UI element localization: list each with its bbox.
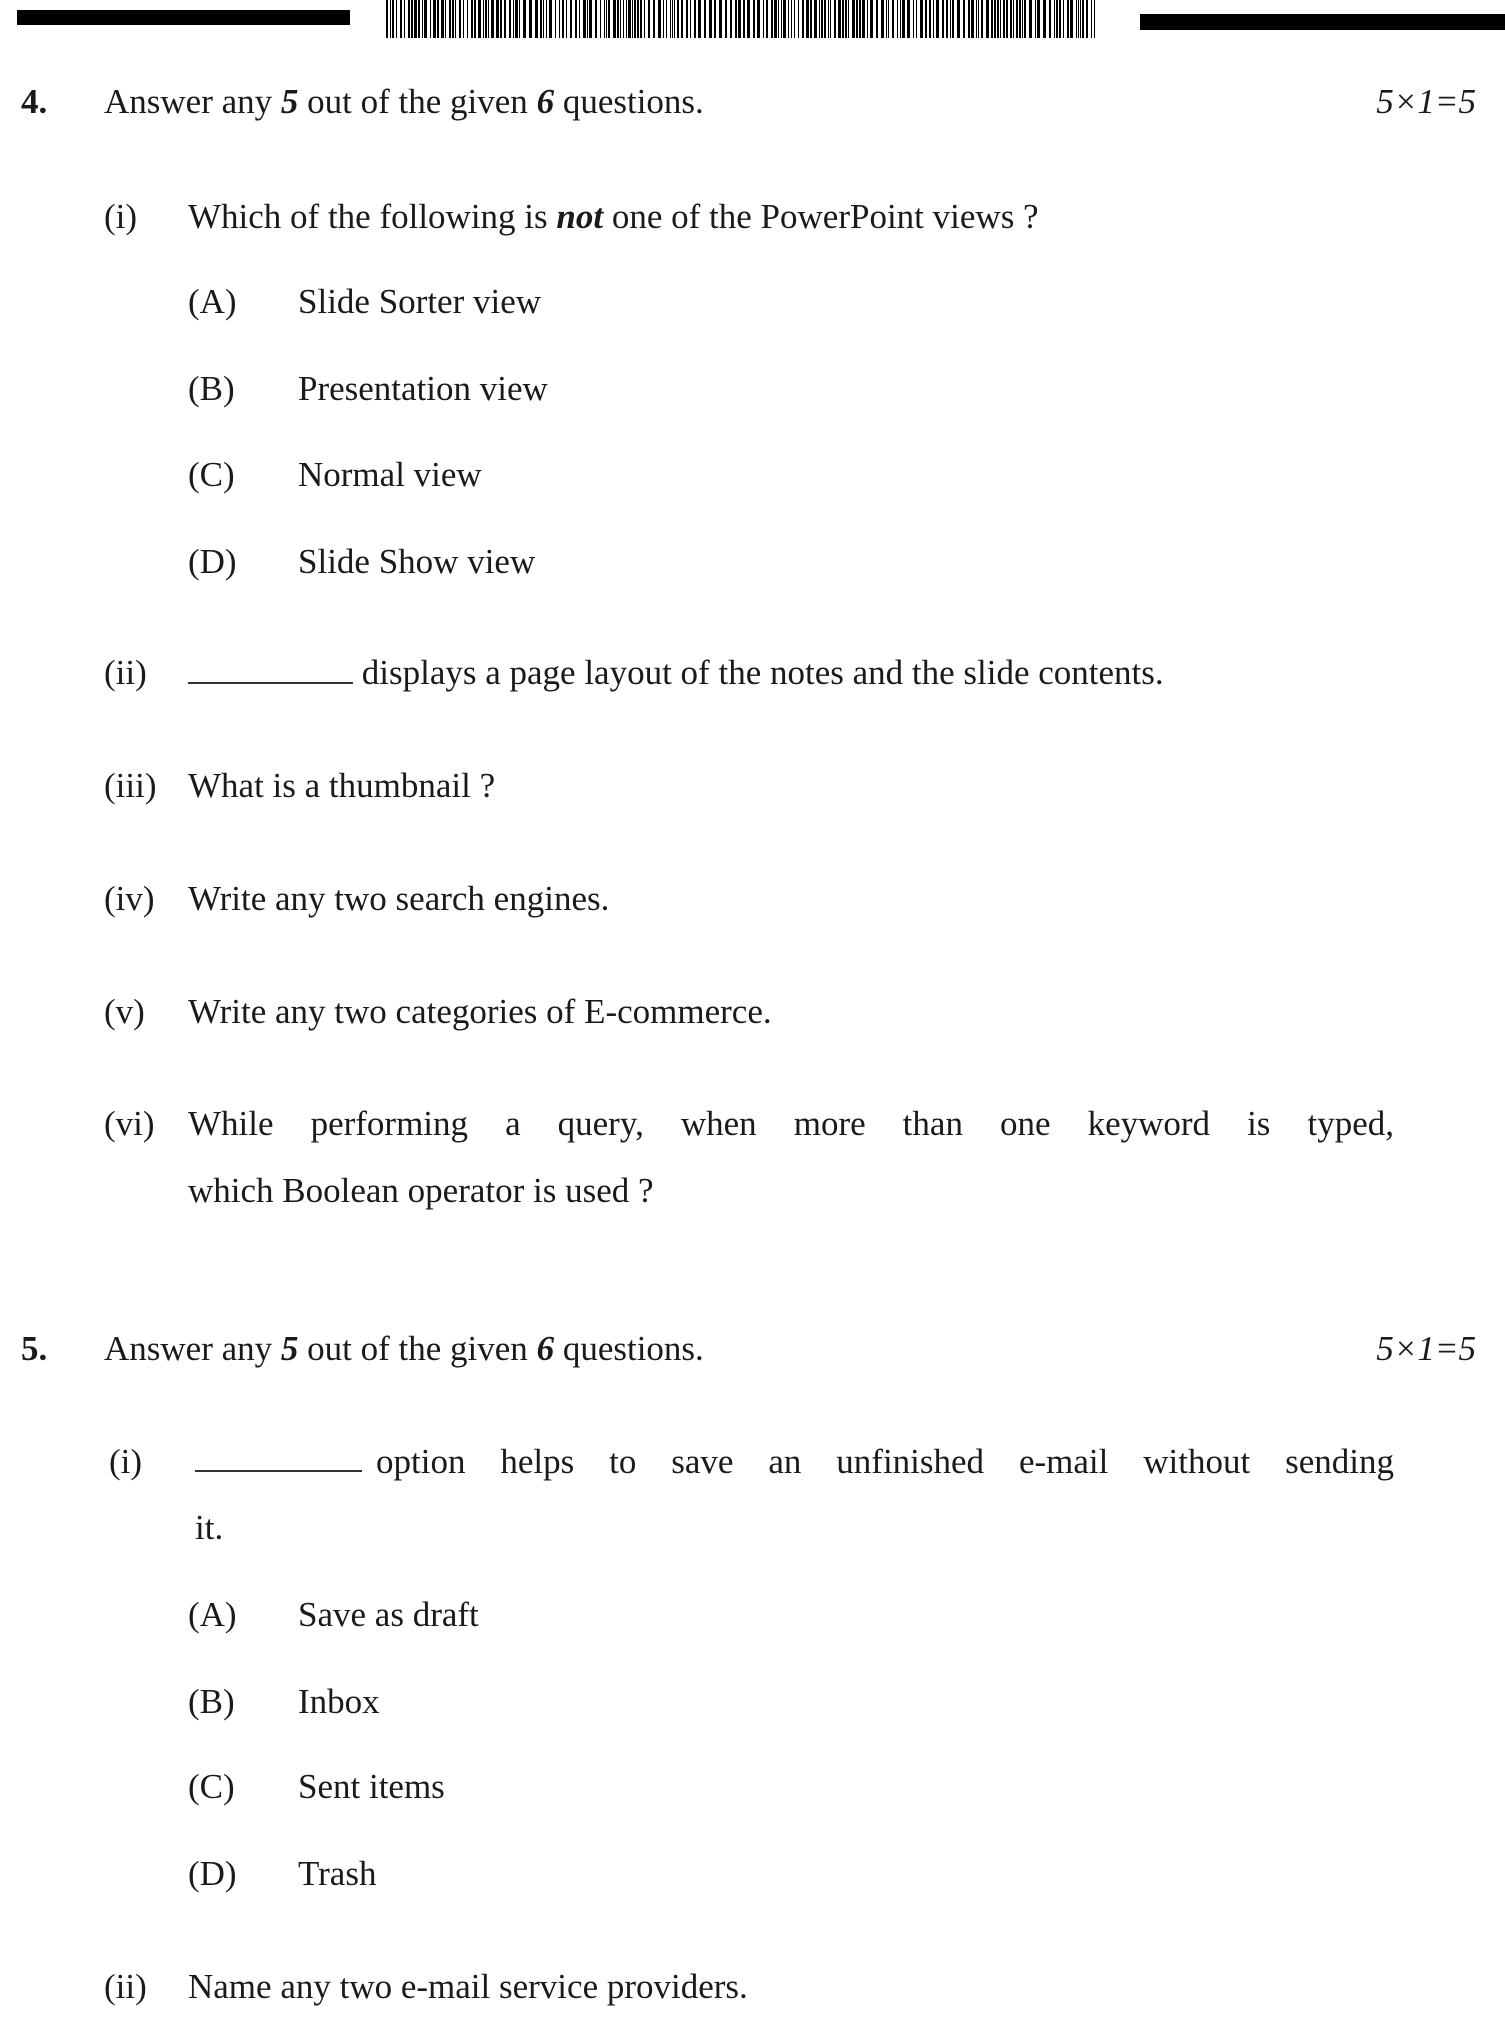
barcode-stripe [606,0,607,38]
barcode-stripe [418,0,420,38]
barcode-stripe [920,0,923,38]
barcode-stripe [515,0,518,38]
barcode-stripe [725,0,727,38]
barcode-stripe [674,0,675,38]
barcode-stripe [644,0,645,38]
barcode-stripe [1016,0,1018,38]
marks: 5×1=5 [1376,1329,1476,1368]
header-bar-left [17,10,350,25]
option-text: Inbox [298,1682,380,1721]
barcode-stripe [963,0,965,38]
sub-question-text: Write any two categories of E-commerce. [188,992,772,1031]
barcode-stripe [1000,0,1001,38]
barcode-stripe [589,0,592,38]
option-label: (C) [188,455,235,494]
barcode-stripe [626,0,627,38]
barcode-stripe [663,0,664,38]
barcode-stripe [747,0,750,38]
barcode-stripe [936,0,939,38]
option-label: (A) [188,1595,237,1634]
barcode-stripe [543,0,544,38]
barcode-stripe [1078,0,1079,38]
barcode-stripe [900,0,901,38]
barcode-stripe [386,0,388,38]
barcode-stripe [997,0,999,38]
barcode-stripe [798,0,799,38]
barcode-stripe [788,0,789,38]
barcode-stripe [957,0,960,38]
question-instruction: Answer any 5 out of the given 6 questions. [104,82,704,121]
barcode-stripe [828,0,829,38]
barcode-stripe [753,0,755,38]
barcode-stripe [838,0,841,38]
barcode-stripe [509,0,511,38]
barcode-stripe [1086,0,1088,38]
barcode-stripe [907,0,910,38]
barcode-stripe [1091,0,1092,38]
sub-question-text-cont: which Boolean operator is used ? [188,1171,654,1210]
barcode-stripe [491,0,494,38]
barcode-stripe [1059,0,1061,38]
question-instruction: Answer any 5 out of the given 6 questions. [104,1329,704,1368]
barcode-stripe [886,0,887,38]
barcode-stripe [392,0,394,38]
barcode-stripe [441,0,444,38]
barcode-stripe [916,0,917,38]
barcode-stripe [686,0,688,38]
option-label: (B) [188,369,235,408]
barcode-stripe [587,0,588,38]
barcode-stripe [529,0,532,38]
sub-label: (v) [104,992,145,1031]
barcode-stripe [396,0,397,38]
barcode-stripe [519,0,520,38]
barcode-stripe [991,0,993,38]
barcode-stripe [437,0,439,38]
barcode-stripe [690,0,691,38]
sub-label: (ii) [104,653,147,692]
barcode-stripe [778,0,779,38]
barcode-stripe [546,0,547,38]
barcode-stripe [824,0,826,38]
sub-question-text: displays a page layout of the notes and the slide contents. [188,651,1164,695]
barcode-stripe [566,0,567,38]
barcode-stripe [471,0,473,38]
barcode-stripe [390,0,391,38]
barcode-stripe [433,0,436,38]
barcode-stripe [449,0,451,38]
sub-label: (vi) [104,1104,155,1143]
option-label: (C) [188,1767,235,1806]
barcode-stripe [848,0,849,38]
barcode-stripe [1067,0,1069,38]
barcode-stripe [540,0,542,38]
barcode-stripe [819,0,820,38]
fill-in-blank [188,652,353,684]
barcode-stripe [810,0,812,38]
barcode-stripe [892,0,894,38]
barcode-stripe [774,0,777,38]
sub-question-text: What is a thumbnail ? [188,766,496,805]
barcode-stripe [791,0,792,38]
barcode-stripe [628,0,631,38]
barcode-stripe [1035,0,1036,38]
barcode-stripe [1082,0,1084,38]
barcode-stripe [859,0,861,38]
barcode-stripe [653,0,655,38]
barcode-stripe [677,0,679,38]
barcode-stripe [422,0,423,38]
barcode-stripe [474,0,476,38]
barcode-stripe [583,0,586,38]
sub-question-text: Name any two e-mail service providers. [188,1967,748,2006]
barcode-stripe [595,0,597,38]
barcode-stripe [1013,0,1014,38]
barcode-stripe [771,0,773,38]
barcode-stripe [608,0,610,38]
barcode-stripe [763,0,764,38]
option-label: (D) [188,1854,237,1893]
barcode-stripe [834,0,836,38]
barcode-stripe [1049,0,1051,38]
barcode-stripe [562,0,564,38]
barcode-stripe [976,0,977,38]
barcode-stripe [408,0,410,38]
barcode-stripe [648,0,650,38]
barcode-stripe [867,0,868,38]
sub-question-text: Write any two search engines. [188,879,610,918]
barcode-stripe [424,0,427,38]
barcode-stripe [719,0,722,38]
sub-label: (ii) [104,1967,147,2006]
barcode-stripe [570,0,572,38]
option-text: Normal view [298,455,482,494]
barcode-stripe [1006,0,1008,38]
barcode-stripe [535,0,538,38]
option-text: Slide Show view [298,542,536,581]
question-number: 4. [21,82,48,121]
barcode-stripe [478,0,481,38]
barcode-stripe [743,0,745,38]
barcode-stripe [488,0,489,38]
barcode-stripe [821,0,823,38]
sub-question-text: option helps to save an unfinished e-mail without sending [195,1440,1394,1484]
barcode-stripe [806,0,809,38]
barcode-stripe [913,0,914,38]
barcode-stripe [496,0,499,38]
barcode-stripe [738,0,741,38]
question-number: 5. [21,1329,48,1368]
barcode-stripe [781,0,782,38]
barcode-stripe [404,0,405,38]
barcode-stripe [942,0,944,38]
barcode-stripe [888,0,889,38]
barcode-stripe [933,0,934,38]
barcode-stripe [575,0,577,38]
barcode [386,0,1100,38]
barcode-stripe [897,0,898,38]
barcode-stripe [862,0,865,38]
barcode-stripe [766,0,768,38]
barcode-stripe [946,0,948,38]
barcode-stripe [968,0,970,38]
barcode-stripe [400,0,402,38]
barcode-stripe [672,0,673,38]
sub-label: (i) [104,197,138,236]
barcode-stripe [467,0,468,38]
barcode-stripe [600,0,601,38]
barcode-stripe [549,0,552,38]
barcode-stripe [1063,0,1064,38]
barcode-stripe [1029,0,1032,38]
barcode-stripe [613,0,616,38]
barcode-stripe [704,0,706,38]
barcode-stripe [757,0,760,38]
barcode-stripe [842,0,844,38]
barcode-stripe [1022,0,1023,38]
barcode-stripe [1010,0,1012,38]
option-text: Save as draft [298,1595,479,1634]
barcode-stripe [1054,0,1055,38]
barcode-stripe [1080,0,1081,38]
barcode-stripe [579,0,580,38]
barcode-stripe [952,0,954,38]
barcode-stripe [445,0,446,38]
barcode-stripe [1019,0,1021,38]
barcode-stripe [714,0,716,38]
barcode-stripe [694,0,696,38]
barcode-stripe [981,0,983,38]
barcode-stripe [1056,0,1058,38]
sub-label: (i) [109,1442,143,1481]
barcode-stripe [929,0,931,38]
barcode-stripe [856,0,858,38]
barcode-stripe [1043,0,1046,38]
option-text: Trash [298,1854,377,1893]
barcode-stripe [504,0,506,38]
option-label: (B) [188,1682,235,1721]
barcode-stripe [735,0,737,38]
barcode-stripe [483,0,484,38]
barcode-stripe [430,0,431,38]
barcode-stripe [902,0,905,38]
barcode-stripe [1070,0,1073,38]
sub-question-text-cont: it. [195,1508,224,1547]
barcode-stripe [986,0,989,38]
barcode-stripe [1094,0,1095,38]
barcode-stripe [640,0,642,38]
barcode-stripe [513,0,514,38]
barcode-stripe [881,0,884,38]
option-text: Sent items [298,1767,445,1806]
barcode-stripe [559,0,560,38]
barcode-stripe [681,0,683,38]
barcode-stripe [485,0,487,38]
option-text: Slide Sorter view [298,282,542,321]
barcode-stripe [452,0,454,38]
barcode-stripe [994,0,996,38]
header-bar-right [1140,14,1505,30]
barcode-stripe [455,0,456,38]
barcode-stripe [950,0,951,38]
barcode-stripe [978,0,979,38]
barcode-stripe [459,0,461,38]
barcode-stripe [1024,0,1026,38]
barcode-stripe [620,0,621,38]
fill-in-blank [195,1440,362,1472]
barcode-stripe [698,0,701,38]
barcode-stripe [845,0,847,38]
barcode-stripe [1037,0,1040,38]
barcode-stripe [830,0,831,38]
barcode-stripe [634,0,636,38]
barcode-stripe [555,0,556,38]
sub-question-text: Which of the following is not one of the PowerPoint views ? [188,197,1039,236]
barcode-stripe [971,0,974,38]
barcode-stripe [604,0,605,38]
sub-question-text: While performing a query, when more than one keyword is typed, [188,1104,1394,1143]
marks: 5×1=5 [1376,82,1476,121]
barcode-stripe [852,0,855,38]
barcode-stripe [802,0,804,38]
barcode-stripe [1003,0,1005,38]
barcode-stripe [709,0,712,38]
barcode-stripe [783,0,786,38]
barcode-stripe [794,0,795,38]
barcode-stripe [623,0,624,38]
barcode-stripe [632,0,633,38]
option-text: Presentation view [298,369,548,408]
barcode-stripe [617,0,619,38]
barcode-stripe [1076,0,1077,38]
barcode-stripe [870,0,873,38]
barcode-stripe [637,0,639,38]
option-label: (A) [188,282,237,321]
barcode-stripe [666,0,667,38]
barcode-stripe [523,0,526,38]
barcode-stripe [814,0,817,38]
barcode-stripe [925,0,927,38]
sub-label: (iii) [104,766,157,805]
barcode-stripe [876,0,878,38]
barcode-stripe [411,0,413,38]
barcode-stripe [658,0,661,38]
barcode-stripe [463,0,464,38]
option-label: (D) [188,542,237,581]
barcode-stripe [730,0,732,38]
barcode-stripe [414,0,417,38]
sub-label: (iv) [104,879,155,918]
barcode-stripe [500,0,502,38]
barcode-stripe [670,0,671,38]
